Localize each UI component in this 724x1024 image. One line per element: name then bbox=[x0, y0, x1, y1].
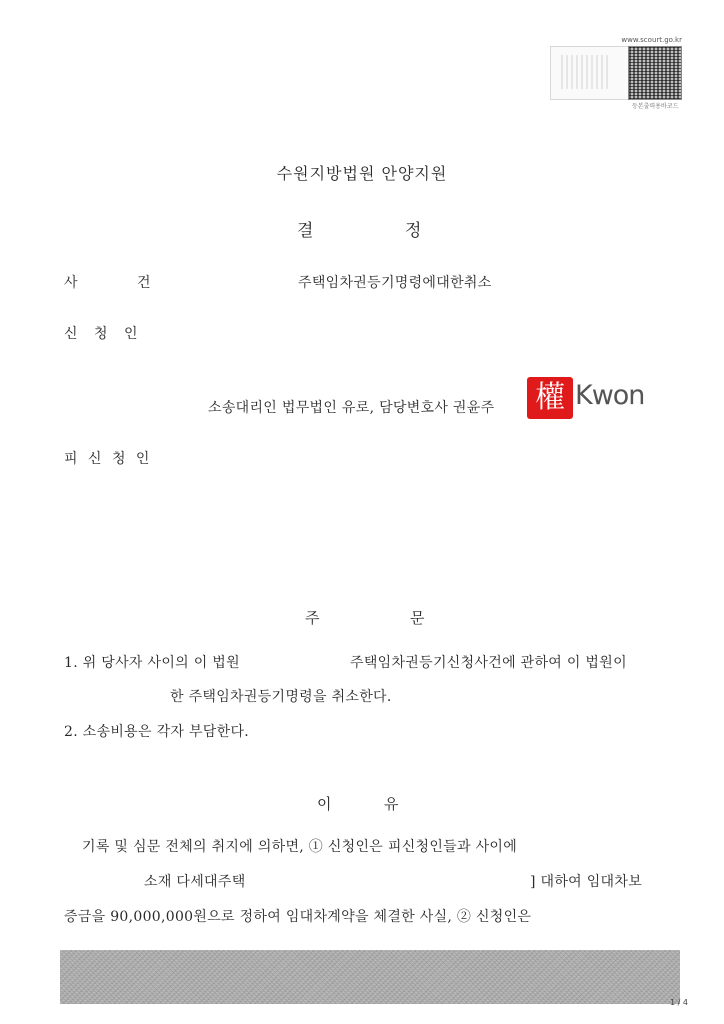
seal-kwon-text: Kwon bbox=[575, 380, 645, 411]
doc-title-right: 정 bbox=[405, 221, 422, 241]
reason-line2-start: 소재 다세대주택 bbox=[144, 874, 246, 890]
reason-heading-right: 유 bbox=[384, 795, 399, 813]
order-item1-line2: 한 주택임차권등기명령을 취소한다. bbox=[170, 689, 392, 705]
case-label-left: 사 bbox=[64, 275, 78, 291]
reason-heading-left: 이 bbox=[317, 795, 332, 813]
seal-stamp: 權 bbox=[527, 377, 573, 419]
order-item1-line1-start: 1. 위 당사자 사이의 이 법원 bbox=[64, 655, 240, 671]
reason-line3: 증금을 90,000,000원으로 정하여 임대차계약을 체결한 사실, ② 신청인은 bbox=[64, 909, 532, 925]
order-item2: 2. 소송비용은 각자 부담한다. bbox=[64, 724, 250, 740]
barcode-caption: 등본출력용바코드 bbox=[632, 103, 679, 110]
page-number: 1 / 4 bbox=[670, 998, 688, 1007]
applicant-label: 신 청 인 bbox=[64, 326, 144, 342]
barcode-url: www.scourt.go.kr bbox=[621, 36, 682, 44]
order-heading-right: 문 bbox=[410, 609, 425, 627]
court-name: 수원지방법원 안양지원 bbox=[276, 164, 448, 183]
barcode-box bbox=[550, 46, 630, 100]
reason-line1: 기록 및 심문 전체의 취지에 의하면, ① 신청인은 피신청인들과 사이에 bbox=[82, 839, 518, 855]
reason-line2-end: ] 대하여 임대차보 bbox=[530, 874, 643, 890]
order-item1-line1-end: 주택임차권등기신청사건에 관하여 이 법원이 bbox=[350, 655, 627, 671]
redacted-noise-band bbox=[60, 950, 680, 1004]
respondent-label: 피 신 청 인 bbox=[64, 451, 153, 467]
barcode-qr-icon bbox=[628, 46, 682, 100]
order-heading-left: 주 bbox=[305, 609, 320, 627]
doc-title-left: 결 bbox=[297, 221, 314, 241]
case-label-right: 건 bbox=[137, 275, 151, 291]
agent-text: 소송대리인 법무법인 유로, 담당변호사 권윤주 bbox=[208, 400, 495, 416]
case-value: 주택임차권등기명령에대한취소 bbox=[298, 275, 492, 291]
